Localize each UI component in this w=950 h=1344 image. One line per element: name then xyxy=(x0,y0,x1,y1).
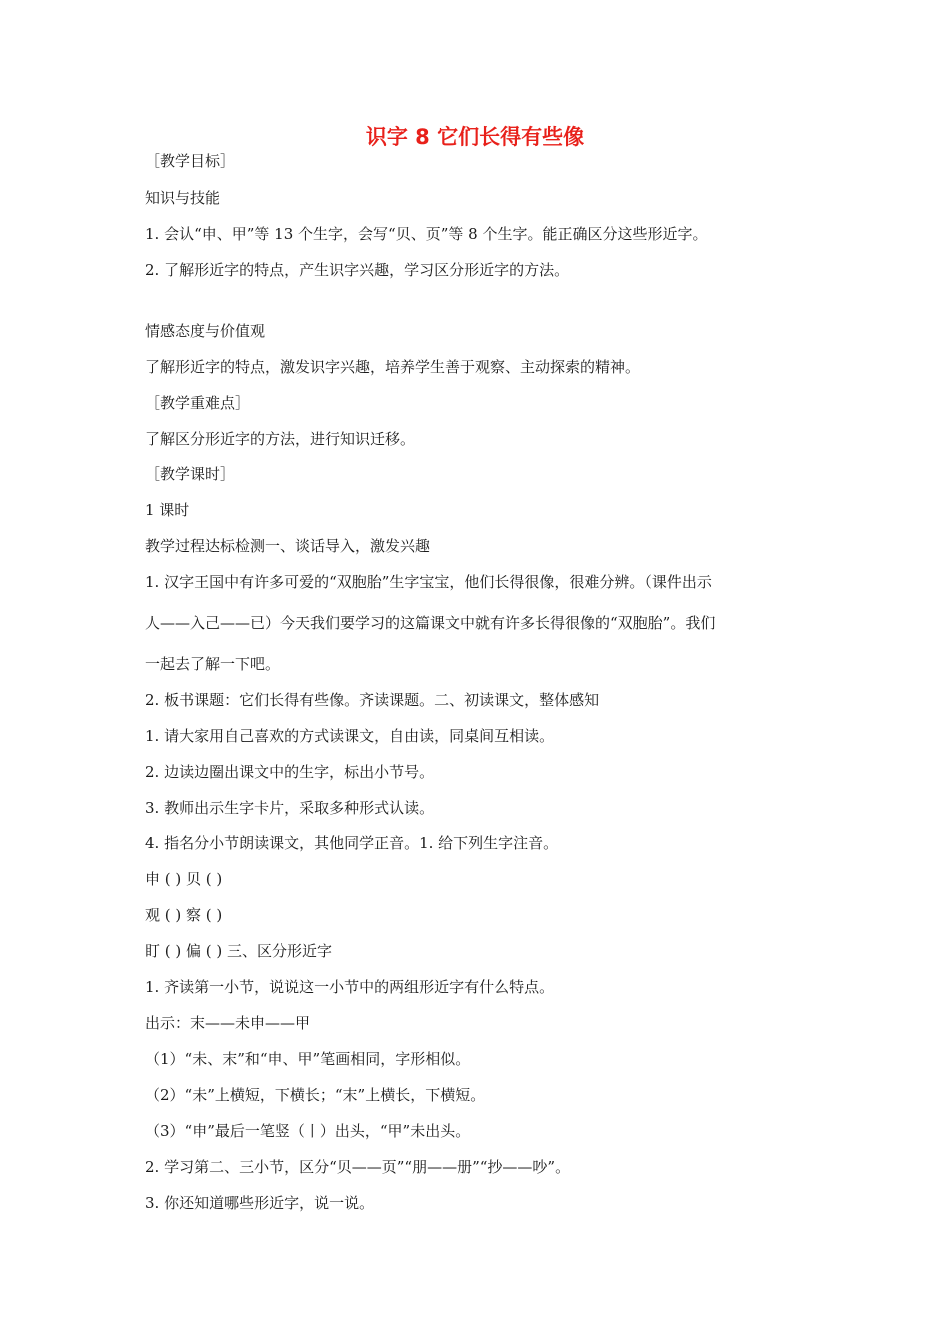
subheading-knowledge-skills: 知识与技能 xyxy=(145,189,221,207)
paragraph-line: 了解形近字的特点，激发识字兴趣，培养学生善于观察、主动探索的精神。 xyxy=(145,358,641,376)
paragraph-line: 2. 学习第二、三小节，区分“贝——页”“朋——册”“抄——吵”。 xyxy=(145,1158,571,1176)
paragraph-line: （1）“未、末”和“申、甲”笔画相同，字形相似。 xyxy=(145,1050,471,1068)
paragraph-line: 盯 ( ) 偏 ( ) 三、区分形近字 xyxy=(145,942,333,960)
paragraph-line: 申 ( ) 贝 ( ) xyxy=(145,870,223,888)
section-heading-class-hours: ［教学课时］ xyxy=(145,465,236,483)
section-heading-key-points: ［教学重难点］ xyxy=(145,394,251,412)
paragraph-line: （3）“申”最后一笔竖（丨）出头，“甲”未出头。 xyxy=(145,1122,471,1140)
paragraph-line: 3. 教师出示生字卡片，采取多种形式认读。 xyxy=(145,799,435,817)
section-heading-goals: ［教学目标］ xyxy=(145,152,236,170)
paragraph-line: 2. 了解形近字的特点，产生识字兴趣，学习区分形近字的方法。 xyxy=(145,261,570,279)
paragraph-line: 1. 齐读第一小节，说说这一小节中的两组形近字有什么特点。 xyxy=(145,978,555,996)
paragraph-line: 2. 边读边圈出课文中的生字，标出小节号。 xyxy=(145,763,435,781)
paragraph-line: 1. 会认“申、甲”等 13 个生字，会写“贝、页”等 8 个生字。能正确区分这些形近字。 xyxy=(145,225,708,243)
paragraph-line: 1 课时 xyxy=(145,501,190,519)
paragraph-line: 2. 板书课题：它们长得有些像。齐读课题。二、初读课文，整体感知 xyxy=(145,691,600,709)
paragraph-line: 了解区分形近字的方法，进行知识迁移。 xyxy=(145,430,416,448)
paragraph-line: 出示：末——未申——甲 xyxy=(145,1014,311,1032)
subheading-emotion-values: 情感态度与价值观 xyxy=(145,322,266,340)
paragraph-line: 人——入己——已）今天我们要学习的这篇课文中就有许多长得很像的“双胞胎”。我们 xyxy=(145,614,716,632)
paragraph-line: 1. 汉字王国中有许多可爱的“双胞胎”生字宝宝，他们长得很像，很难分辨。（课件出示 xyxy=(145,573,712,591)
paragraph-line: （2）“未”上横短，下横长；“末”上横长，下横短。 xyxy=(145,1086,486,1104)
paragraph-line: 教学过程达标检测一、谈话导入，激发兴趣 xyxy=(145,537,431,555)
paragraph-line: 1. 请大家用自己喜欢的方式读课文，自由读，同桌间互相读。 xyxy=(145,727,555,745)
paragraph-line: 4. 指名分小节朗读课文，其他同学正音。1. 给下列生字注音。 xyxy=(145,834,559,852)
paragraph-line: 观 ( ) 察 ( ) xyxy=(145,906,223,924)
document-title: 识字 8 它们长得有些像 xyxy=(365,125,585,149)
paragraph-line: 一起去了解一下吧。 xyxy=(145,655,281,673)
paragraph-line: 3. 你还知道哪些形近字，说一说。 xyxy=(145,1194,375,1212)
